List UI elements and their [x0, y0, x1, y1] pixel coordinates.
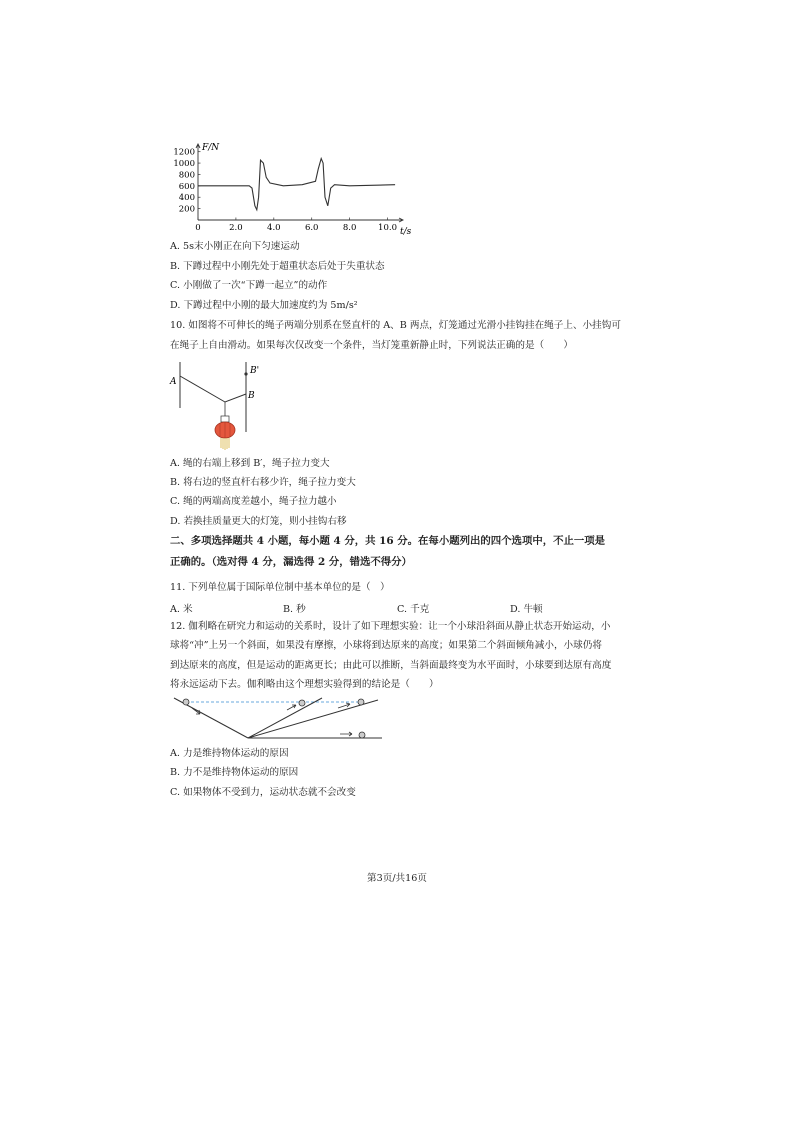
q12-option-c: C. 如果物体不受到力，运动状态就不会改变 [170, 787, 356, 798]
ball-icon-flat [359, 732, 365, 738]
gentle-incline [248, 700, 378, 738]
q12-stem-line-3: 到达原来的高度，但是运动的距离更长；由此可以推断，当斜面最终变为水平面时，小球要到达原有高度 [170, 660, 612, 671]
q12-option-a: A. 力是维持物体运动的原因 [170, 748, 289, 759]
q11-stem: 11. 下列单位属于国际单位制中基本单位的是（ ） [170, 582, 390, 593]
page-number: 第3页/共16页 [367, 873, 427, 884]
q9-option-d: D. 下蹲过程中小刚的最大加速度约为 5m/s² [170, 300, 358, 311]
q11-option-c: C. 千克 [397, 604, 430, 615]
q9-option-c: C. 小刚做了一次“下蹲一起立”的动作 [170, 280, 328, 291]
q9-option-a: A. 5s末小刚正在向下匀速运动 [170, 241, 300, 252]
x-tick-label: 8.0 [342, 223, 357, 233]
q12-stem-line-1: 12. 伽利略在研究力和运动的关系时，设计了如下理想实验：让一个小球沿斜面从静止状态开始运动，小 [170, 621, 611, 632]
force-time-chart [165, 138, 415, 240]
x-tick-label: 2.0 [229, 223, 243, 233]
y-tick-label: 200 [178, 204, 195, 215]
x-tick-label: 10.0 [378, 223, 397, 233]
arrow-icon-flat [340, 732, 352, 736]
lantern-tassel [221, 438, 229, 450]
q11-option-a: A. 米 [170, 604, 193, 615]
steep-incline [248, 698, 322, 738]
y-tick-label: 1000 [173, 159, 195, 170]
label-b-prime: B' [250, 366, 260, 376]
galileo-incline-figure [172, 696, 386, 744]
x-tick-label: 6.0 [304, 223, 319, 233]
q10-option-b: B. 将右边的竖直杆右移少许，绳子拉力变大 [170, 477, 356, 488]
q12-stem-line-2: 球将“冲”上另一个斜面，如果没有摩擦，小球将到达原来的高度；如果第二个斜面倾角减小，小球仍将 [170, 640, 602, 651]
y-axis-label: F/N [202, 143, 220, 153]
y-tick-label: 1200 [173, 147, 195, 158]
q12-option-b: B. 力不是维持物体运动的原因 [170, 767, 299, 778]
label-a: A [170, 377, 177, 387]
q9-option-b: B. 下蹲过程中小刚先处于超重状态后处于失重状态 [170, 261, 385, 272]
x-axis [198, 218, 403, 222]
x-axis-label: t/s [400, 227, 412, 237]
q10-option-d: D. 若换挂质量更大的灯笼，则小挂钩右移 [170, 516, 347, 527]
y-tick-label: 400 [178, 193, 195, 204]
q10-stem-line-2: 在绳子上自由滑动。如果每次仅改变一个条件，当灯笼重新静止时，下列说法正确的是（ ） [170, 340, 573, 351]
lantern-rope-figure [168, 360, 268, 452]
q11-option-b: B. 秒 [283, 604, 306, 615]
arrow-icon-steep [287, 705, 296, 710]
lantern-cap [221, 416, 229, 422]
label-b: B [248, 391, 255, 401]
x-tick-label: 0 [195, 223, 201, 233]
section2-heading-line-1: 二、多项选择题共 4 小题，每小题 4 分，共 16 分。在每小题列出的四个选项中，不止一项是 [170, 535, 606, 547]
x-tick-label: 4.0 [267, 223, 281, 233]
ball-icon-gentle [358, 699, 364, 705]
q10-option-a: A. 绳的右端上移到 B′，绳子拉力变大 [170, 458, 330, 469]
ball-icon-steep [299, 700, 305, 706]
q10-option-c: C. 绳的两端高度差越小，绳子拉力越小 [170, 496, 337, 507]
arrow-icon-gentle [338, 703, 350, 708]
point-b-prime [244, 372, 247, 375]
ball-icon-start [183, 699, 189, 705]
q11-option-d: D. 牛顿 [510, 604, 543, 615]
q10-stem-line-1: 10. 如图将不可伸长的绳子两端分别系在竖直杆的 A、B 两点，灯笼通过光滑小挂钩挂在绳子上、小挂钩可 [170, 320, 621, 331]
y-tick-label: 800 [178, 170, 195, 181]
chart-axes [196, 144, 403, 222]
q12-stem-line-4: 将永远运动下去。伽利略由这个理想实验得到的结论是（ ） [170, 679, 439, 690]
y-tick-label: 600 [178, 181, 195, 192]
force-curve [198, 159, 395, 210]
section2-heading-line-2: 正确的。（选对得 4 分，漏选得 2 分，错选不得分） [170, 556, 412, 568]
rope [180, 376, 246, 402]
